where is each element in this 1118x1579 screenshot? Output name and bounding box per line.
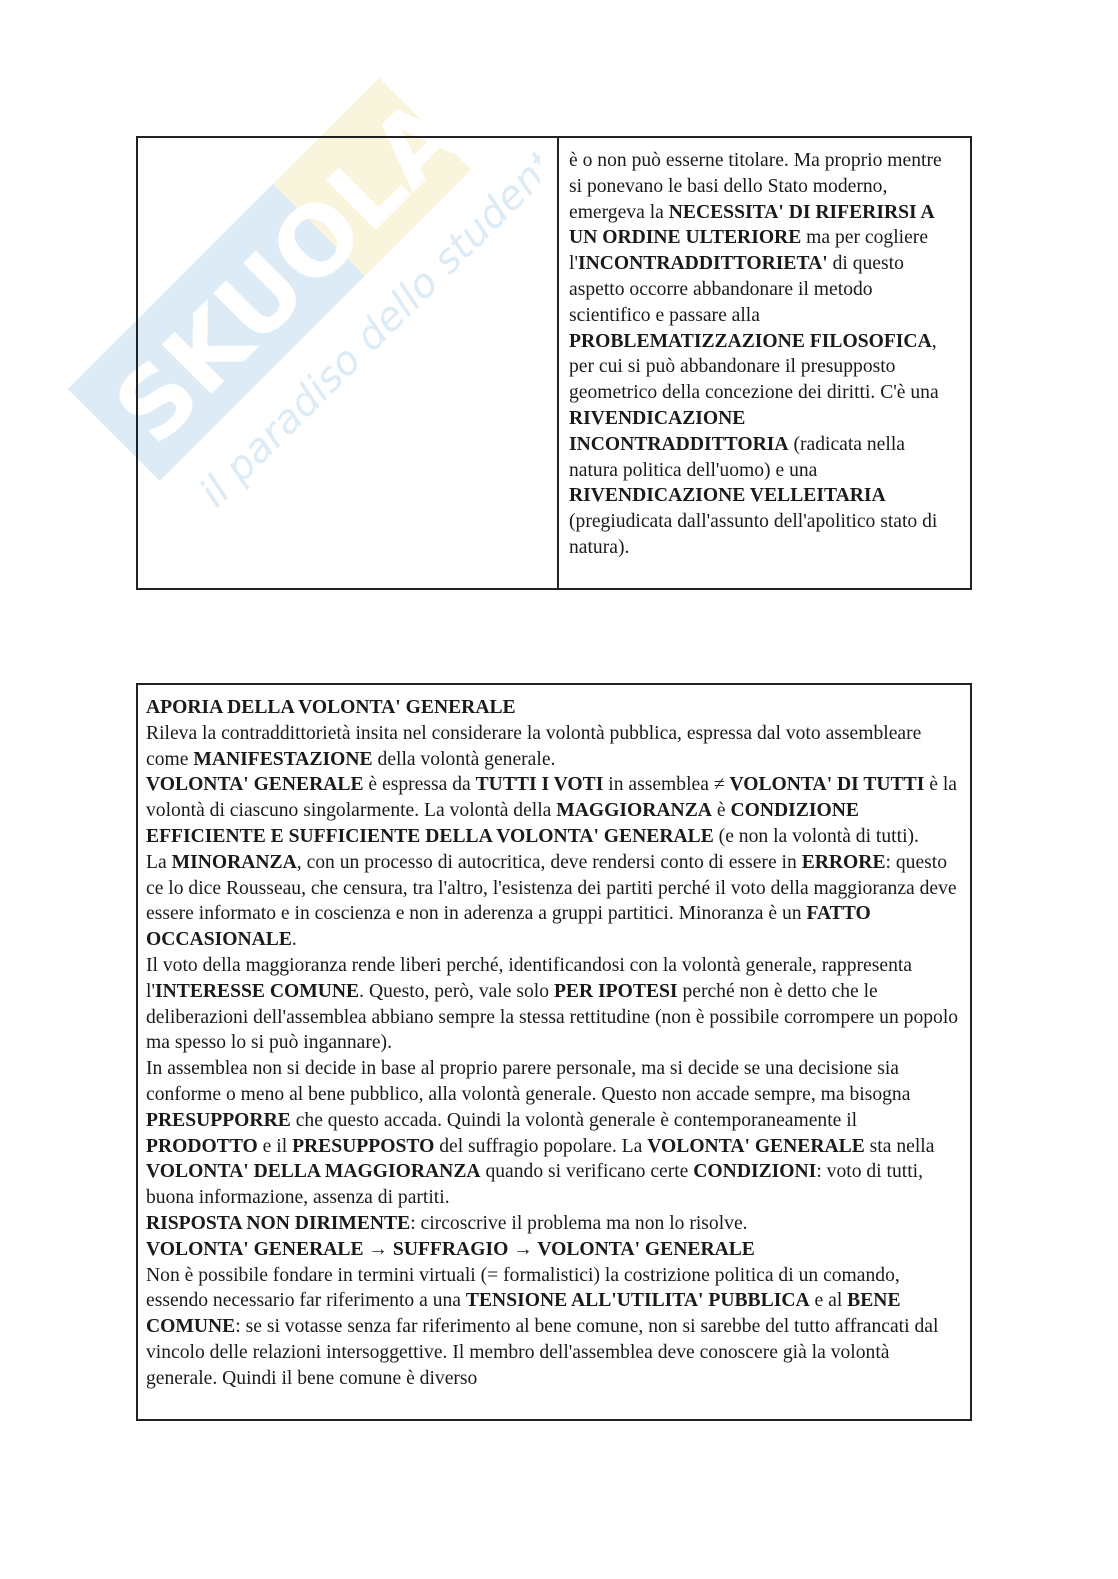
- bold-term: ERRORE: [801, 851, 886, 873]
- bold-term: RIVENDICAZIONE INCONTRADDITTORIA: [569, 407, 789, 455]
- bold-term: RISPOSTA NON DIRIMENTE: [146, 1212, 411, 1234]
- bold-term: PRODOTTO: [146, 1135, 258, 1157]
- text-run: sta nella: [864, 1135, 935, 1157]
- text-run: , per cui si può abbandonare il presupposto geometrico della concezione dei diritti. C'è una: [569, 330, 939, 404]
- text-run: e al: [809, 1290, 848, 1312]
- bold-term: TENSIONE ALL'UTILITA' PUBBLICA: [465, 1290, 810, 1312]
- text-run: che questo accada. Quindi la volontà generale è contemporaneamente il: [290, 1109, 858, 1131]
- text-run: (e non la volontà di tutti).: [713, 825, 919, 847]
- text-run: è espressa da: [363, 774, 476, 796]
- paragraph: [146, 1211, 962, 1237]
- paragraph: [146, 1237, 962, 1263]
- text-run: : circoscrive il problema ma non lo risolve.: [410, 1212, 748, 1234]
- text-run: Non è possibile fondare in termini virtuali (= formalistici) la costrizione politica di un comando, essendo necessario far riferimento a una: [146, 1264, 900, 1312]
- aporia-box: [136, 683, 972, 1421]
- bold-term: INCONTRADDITTORIETA': [577, 253, 828, 275]
- paragraph: [146, 721, 962, 773]
- paragraph: [146, 850, 962, 953]
- bold-term: VOLONTA' DI TUTTI: [729, 774, 925, 796]
- text-run: : voto di tutti, buona informazione, assenza di partiti.: [146, 1161, 923, 1209]
- bold-term: MAGGIORANZA: [556, 800, 712, 822]
- bold-term: MANIFESTAZIONE: [193, 748, 373, 770]
- bold-term: NECESSITA' DI RIFERIRSI A UN ORDINE ULTERIORE: [569, 201, 934, 249]
- bold-term: CONDIZIONE EFFICIENTE E SUFFICIENTE DELLA VOLONTA' GENERALE: [146, 800, 859, 847]
- bold-term: INTERESSE COMUNE: [154, 980, 360, 1002]
- text-run: è o non può esserne titolare. Ma proprio mentre si ponevano le basi dello Stato moderno, emergeva la: [569, 150, 942, 223]
- bold-term: PRESUPPORRE: [146, 1109, 291, 1131]
- bold-term: PRESUPPOSTO: [292, 1135, 435, 1157]
- bold-term: BENE COMUNE: [146, 1290, 901, 1338]
- text-run: ma per cogliere l': [569, 227, 929, 275]
- bold-term: PER IPOTESI: [553, 980, 678, 1002]
- paragraph: [146, 772, 962, 849]
- text-run: La: [146, 851, 172, 873]
- text-run: della volontà generale.: [372, 748, 556, 770]
- aporia-content: [146, 695, 962, 1392]
- text-run: In assemblea non si decide in base al proprio parere personale, ma si decide se una decisione sia conforme o meno al bene pubblico, alla volontà generale. Questo non accade sempre, ma bisogna: [146, 1058, 911, 1105]
- text-run: è: [711, 800, 731, 822]
- text-run: (pregiudicata dall'assunto dell'apolitico stato di natura).: [569, 511, 938, 558]
- text-run: e il: [257, 1135, 293, 1157]
- text-run: , con un processo di autocritica, deve rendersi conto di essere in: [296, 851, 802, 873]
- bold-term: FATTO OCCASIONALE: [146, 903, 871, 951]
- text-run: in assemblea ≠: [603, 774, 730, 796]
- paragraph: [146, 1056, 962, 1211]
- text-run: è la volontà di ciascuno singolarmente. La volontà della: [146, 774, 957, 822]
- bold-term: PROBLEMATIZZAZIONE FILOSOFICA: [569, 330, 932, 352]
- svg-text:il paradiso dello studente: il paradiso dello studente: [190, 125, 540, 517]
- table-continuation: [136, 136, 972, 590]
- bold-term: MINORANZA: [171, 851, 297, 873]
- empty-left-cell: [138, 138, 559, 588]
- text-run: Rileva la contraddittorietà insita nel considerare la volontà pubblica, espressa dal voto assembleare come: [146, 722, 922, 770]
- text-run: di questo aspetto occorre abbandonare il metodo scientifico e passare alla: [569, 253, 904, 326]
- right-cell-text: [559, 138, 970, 588]
- text-run: perché non è detto che le deliberazioni dell'assemblea abbiano sempre la stessa rettitudine (non è possibile corrompere un popolo ma spesso lo si può ingannare).: [146, 980, 959, 1054]
- text-run: del suffragio popolare. La: [434, 1135, 648, 1157]
- text-run: .: [291, 929, 297, 951]
- text-run: . Questo, però, vale solo: [359, 980, 554, 1002]
- svg-text:SKUOLA: SKUOLA: [93, 77, 482, 466]
- text-run: : se si votasse senza far riferimento al bene comune, non si sarebbe del tutto affrancati dal vincolo delle relazioni intersoggettive. Il membro dell'assemblea deve conoscere già la volontà generale. Quindi il bene comune è diverso: [146, 1316, 939, 1389]
- bold-term: VOLONTA' GENERALE: [146, 774, 364, 796]
- paragraph: [146, 953, 962, 1056]
- text-run: Il voto della maggioranza rende liberi perché, identificandosi con la volontà generale, rappresenta l': [146, 954, 913, 1002]
- section-title: [146, 695, 962, 721]
- bold-term: CONDIZIONI: [693, 1161, 817, 1183]
- bold-term: APORIA DELLA VOLONTA' GENERALE: [146, 697, 516, 718]
- bold-term: RIVENDICAZIONE VELLEITARIA: [569, 485, 886, 507]
- bold-term: VOLONTA' DELLA MAGGIORANZA: [146, 1161, 481, 1183]
- bold-term: VOLONTA' GENERALE → SUFFRAGIO → VOLONTA' GENERALE: [146, 1238, 755, 1260]
- text-run: : questo ce lo dice Rousseau, che censura, tra l'altro, l'esistenza dei partiti perché il voto della maggioranza deve essere informato e in coscienza e non in aderenza a gruppi partitici. Minoranza è un: [146, 851, 957, 925]
- paragraph: [146, 1263, 962, 1392]
- text-run: quando si verificano certe: [480, 1161, 694, 1183]
- bold-term: VOLONTA' GENERALE: [647, 1135, 865, 1157]
- continuation-paragraph: [569, 148, 958, 561]
- bold-term: TUTTI I VOTI: [475, 774, 604, 796]
- text-run: (radicata nella natura politica dell'uomo) e una: [569, 433, 905, 481]
